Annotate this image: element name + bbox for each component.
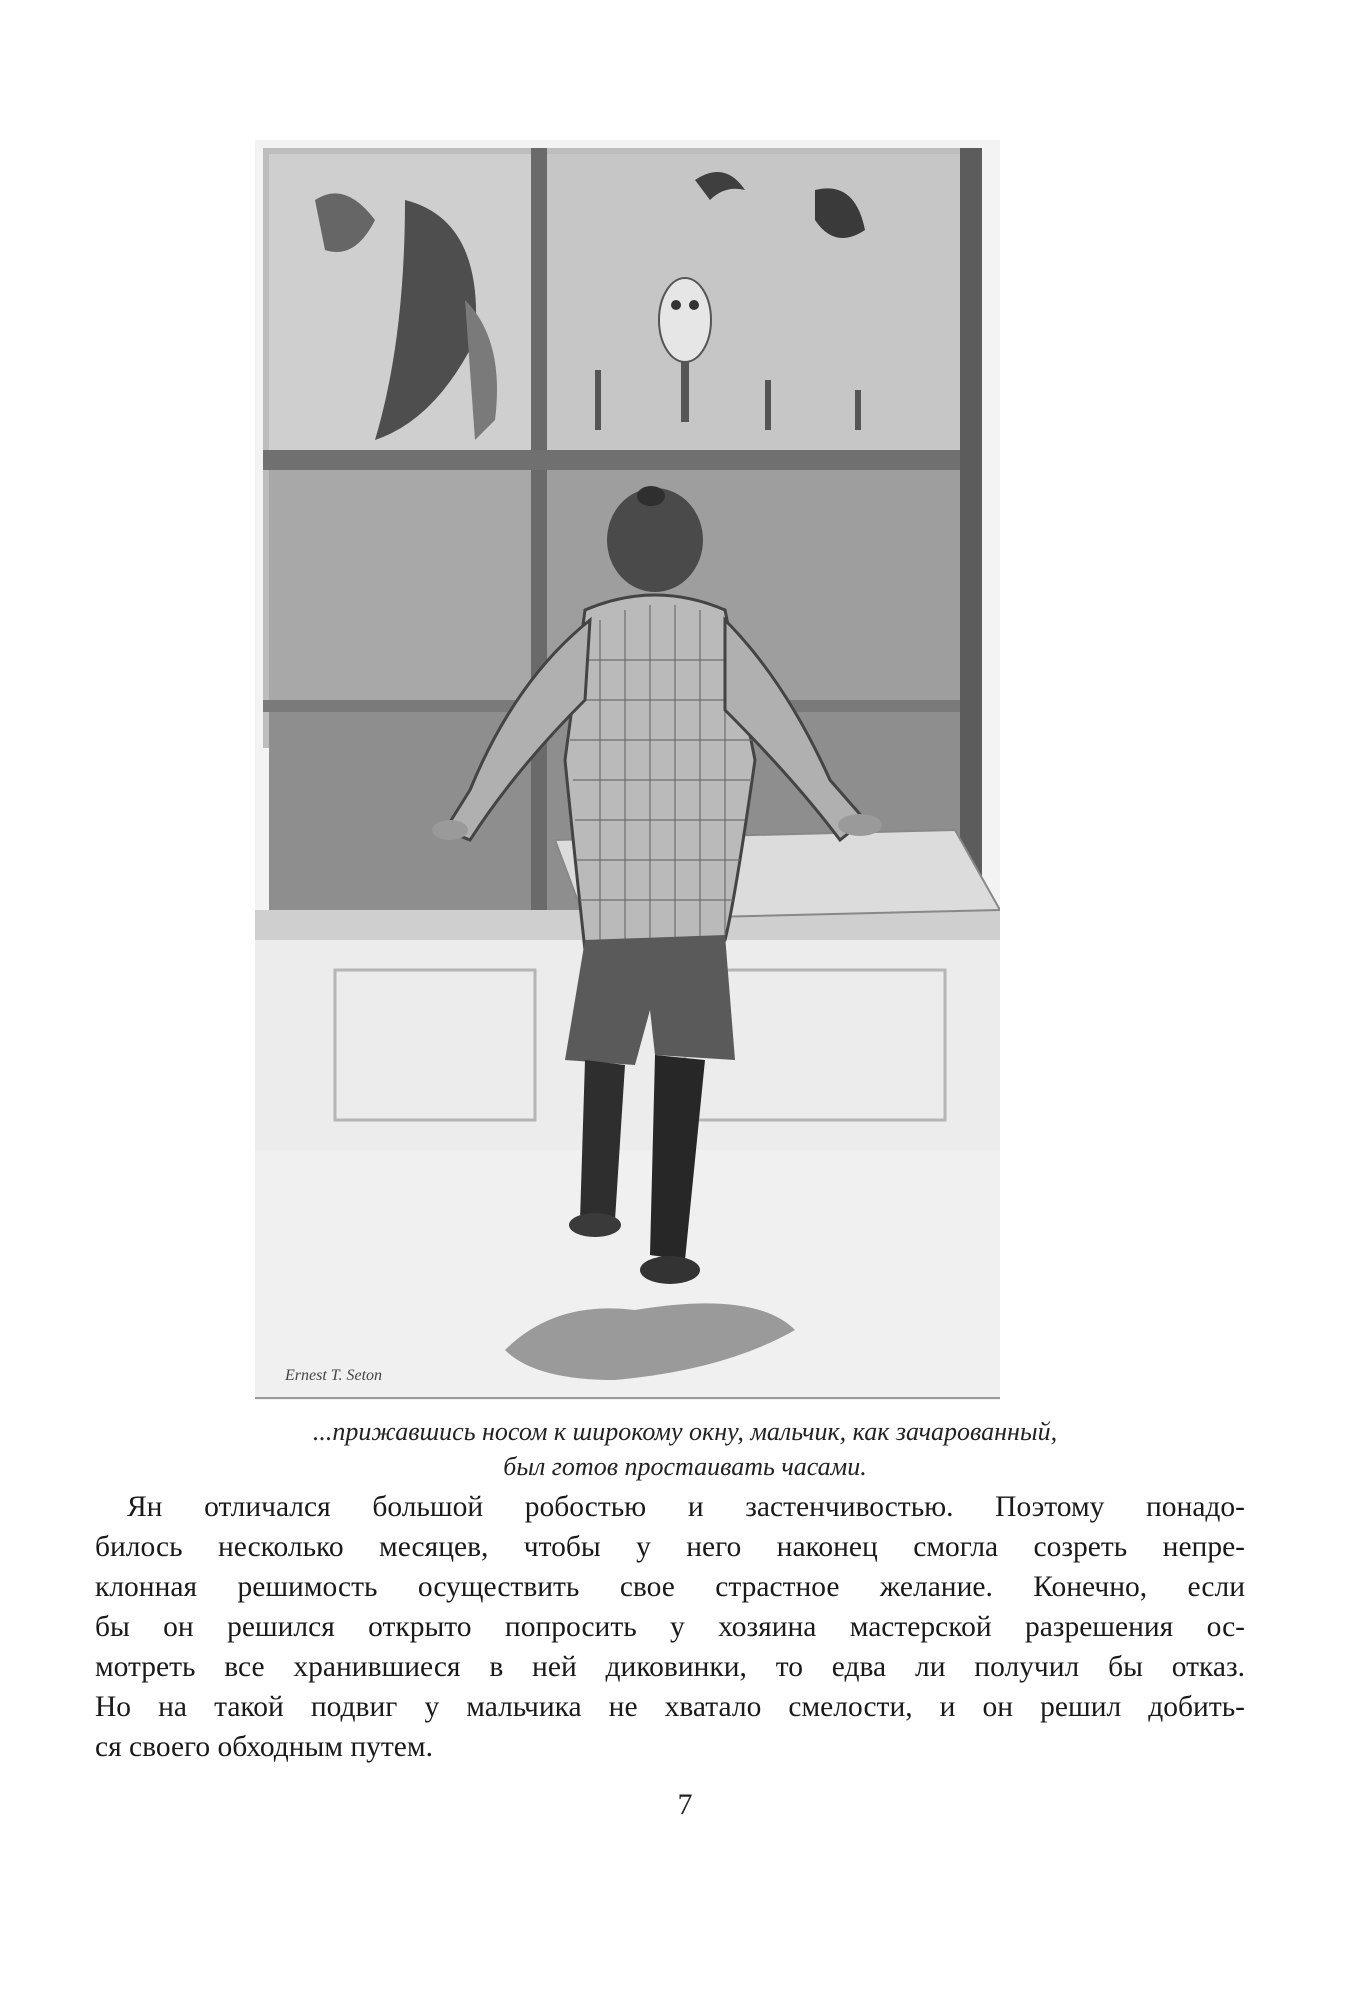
caption-line-1: ...прижавшись носом к широкому окну, мальчик, как зачарованный, xyxy=(312,1417,1058,1446)
illustration-signature: Ernest T. Seton xyxy=(285,1367,383,1384)
paragraph-line: Ян отличался большой робостью и застенчивостью. Поэтому понадо- xyxy=(127,1491,1245,1523)
paragraph-line: бы он решился открыто попросить у хозяина мастерской разрешения ос- xyxy=(95,1611,1245,1643)
paragraph-line: билось несколько месяцев, чтобы у него наконец смогла созреть непре- xyxy=(95,1531,1245,1563)
paragraph-line: Но на такой подвиг у мальчика не хватало смелости, и он решил добить- xyxy=(95,1691,1245,1723)
illustration-boy-at-shop-window xyxy=(255,140,1000,1400)
illustration-caption xyxy=(140,1414,1230,1484)
paragraph-line: клонная решимость осуществить свое страстное желание. Конечно, если xyxy=(95,1571,1245,1603)
paragraph-line: ся своего обходным путем. xyxy=(95,1731,433,1763)
body-paragraph xyxy=(95,1487,1245,1767)
illustration-drawing xyxy=(255,140,1000,1400)
page-number: 7 xyxy=(677,1788,693,1821)
paragraph-line: мотреть все хранившиеся в ней диковинки, то едва ли получил бы отказ. xyxy=(95,1651,1245,1683)
caption-line-2: был готов простаивать часами. xyxy=(503,1452,867,1481)
